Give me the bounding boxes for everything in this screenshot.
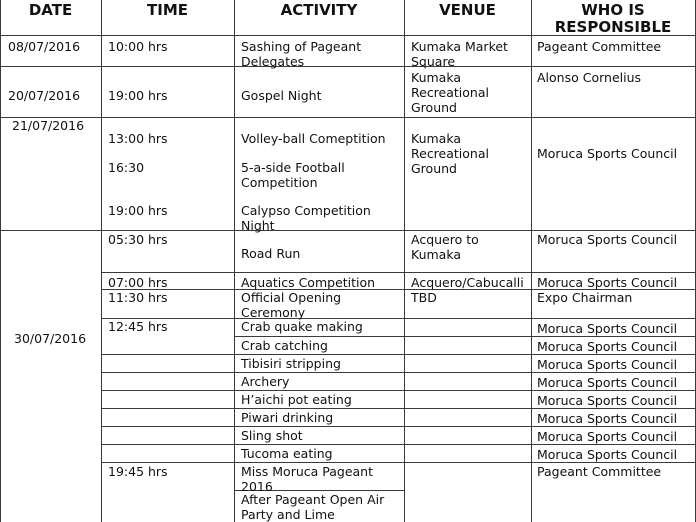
row-date: 08/07/2016 — [8, 39, 81, 54]
row-who: Moruca Sports Council — [537, 447, 678, 462]
row-time: 19:00 hrs — [108, 203, 168, 218]
row-activity: Sling shot — [241, 428, 303, 443]
row-activity: Archery — [241, 374, 290, 389]
row-activity: Sashing of Pageant Delegates — [241, 39, 362, 69]
row-who: Pageant Committee — [537, 464, 662, 479]
row-time: 11:30 hrs — [108, 290, 168, 305]
header-activity: ACTIVITY — [280, 1, 358, 19]
row-time: 07:00 hrs — [108, 275, 168, 290]
row-activity: Tucoma eating — [241, 446, 333, 461]
row-border — [101, 462, 696, 463]
row-who: Alonso Cornelius — [537, 70, 642, 85]
row-activity: After Pageant Open Air Party and Lime — [241, 492, 385, 522]
header-date: DATE — [28, 1, 73, 19]
row-venue: Kumaka Market Square — [411, 39, 508, 69]
row-border — [101, 426, 696, 427]
row-who: Moruca Sports Council — [537, 393, 678, 408]
row-border — [101, 372, 696, 373]
row-who: Moruca Sports Council — [537, 232, 678, 247]
row-time: 10:00 hrs — [108, 39, 168, 54]
row-who: Moruca Sports Council — [537, 375, 678, 390]
header-venue: VENUE — [439, 1, 496, 19]
row-border — [101, 354, 696, 355]
row-who: Moruca Sports Council — [537, 339, 678, 354]
row-who: Moruca Sports Council — [537, 275, 678, 290]
row-activity: Tibisiri stripping — [241, 356, 341, 371]
row-border — [101, 272, 696, 273]
row-date: 30/07/2016 — [14, 331, 87, 346]
row-time: 16:30 — [108, 160, 145, 175]
row-activity: Official Opening Ceremony — [241, 290, 342, 320]
row-border — [234, 336, 696, 337]
row-venue: Kumaka Recreational Ground — [411, 131, 489, 176]
row-activity: Crab catching — [241, 338, 328, 353]
row-activity: Volley-ball Comeptition — [241, 131, 386, 146]
row-who: Moruca Sports Council — [537, 357, 678, 372]
row-who: Moruca Sports Council — [537, 146, 678, 161]
row-time: 19:45 hrs — [108, 464, 168, 479]
row-border — [101, 444, 696, 445]
row-who: Expo Chairman — [537, 290, 633, 305]
row-who: Moruca Sports Council — [537, 429, 678, 444]
row-border — [0, 117, 696, 118]
row-activity: Crab quake making — [241, 319, 363, 334]
row-venue: TBD — [411, 290, 437, 305]
row-activity: Road Run — [241, 246, 301, 261]
row-date: 20/07/2016 — [8, 88, 81, 103]
row-time: 13:00 hrs — [108, 131, 168, 146]
row-activity: H’aichi pot eating — [241, 392, 352, 407]
row-activity: Gospel Night — [241, 88, 322, 103]
row-activity: Miss Moruca Pageant 2016 — [241, 464, 374, 494]
row-time: 12:45 hrs — [108, 319, 168, 334]
row-date: 21/07/2016 — [12, 118, 85, 133]
row-venue: Acquero to Kumaka — [411, 232, 479, 262]
header-time: TIME — [147, 1, 188, 19]
row-who: Pageant Committee — [537, 39, 662, 54]
row-who: Moruca Sports Council — [537, 411, 678, 426]
row-venue: Kumaka Recreational Ground — [411, 70, 489, 115]
row-border — [101, 318, 696, 319]
row-time: 19:00 hrs — [108, 88, 168, 103]
row-activity: Aquatics Competition — [241, 275, 376, 290]
header-who-is-responsible: WHO IS RESPONSIBLE — [554, 1, 672, 36]
row-venue: Acquero/Cabucalli — [411, 275, 524, 290]
row-who: Moruca Sports Council — [537, 321, 678, 336]
row-border — [101, 390, 696, 391]
row-activity: Piwari drinking — [241, 410, 334, 425]
row-activity: Calypso Competition Night — [241, 203, 371, 233]
row-activity: 5-a-side Football Competition — [241, 160, 345, 190]
row-border — [101, 408, 696, 409]
row-time: 05:30 hrs — [108, 232, 168, 247]
col-border — [0, 0, 1, 522]
